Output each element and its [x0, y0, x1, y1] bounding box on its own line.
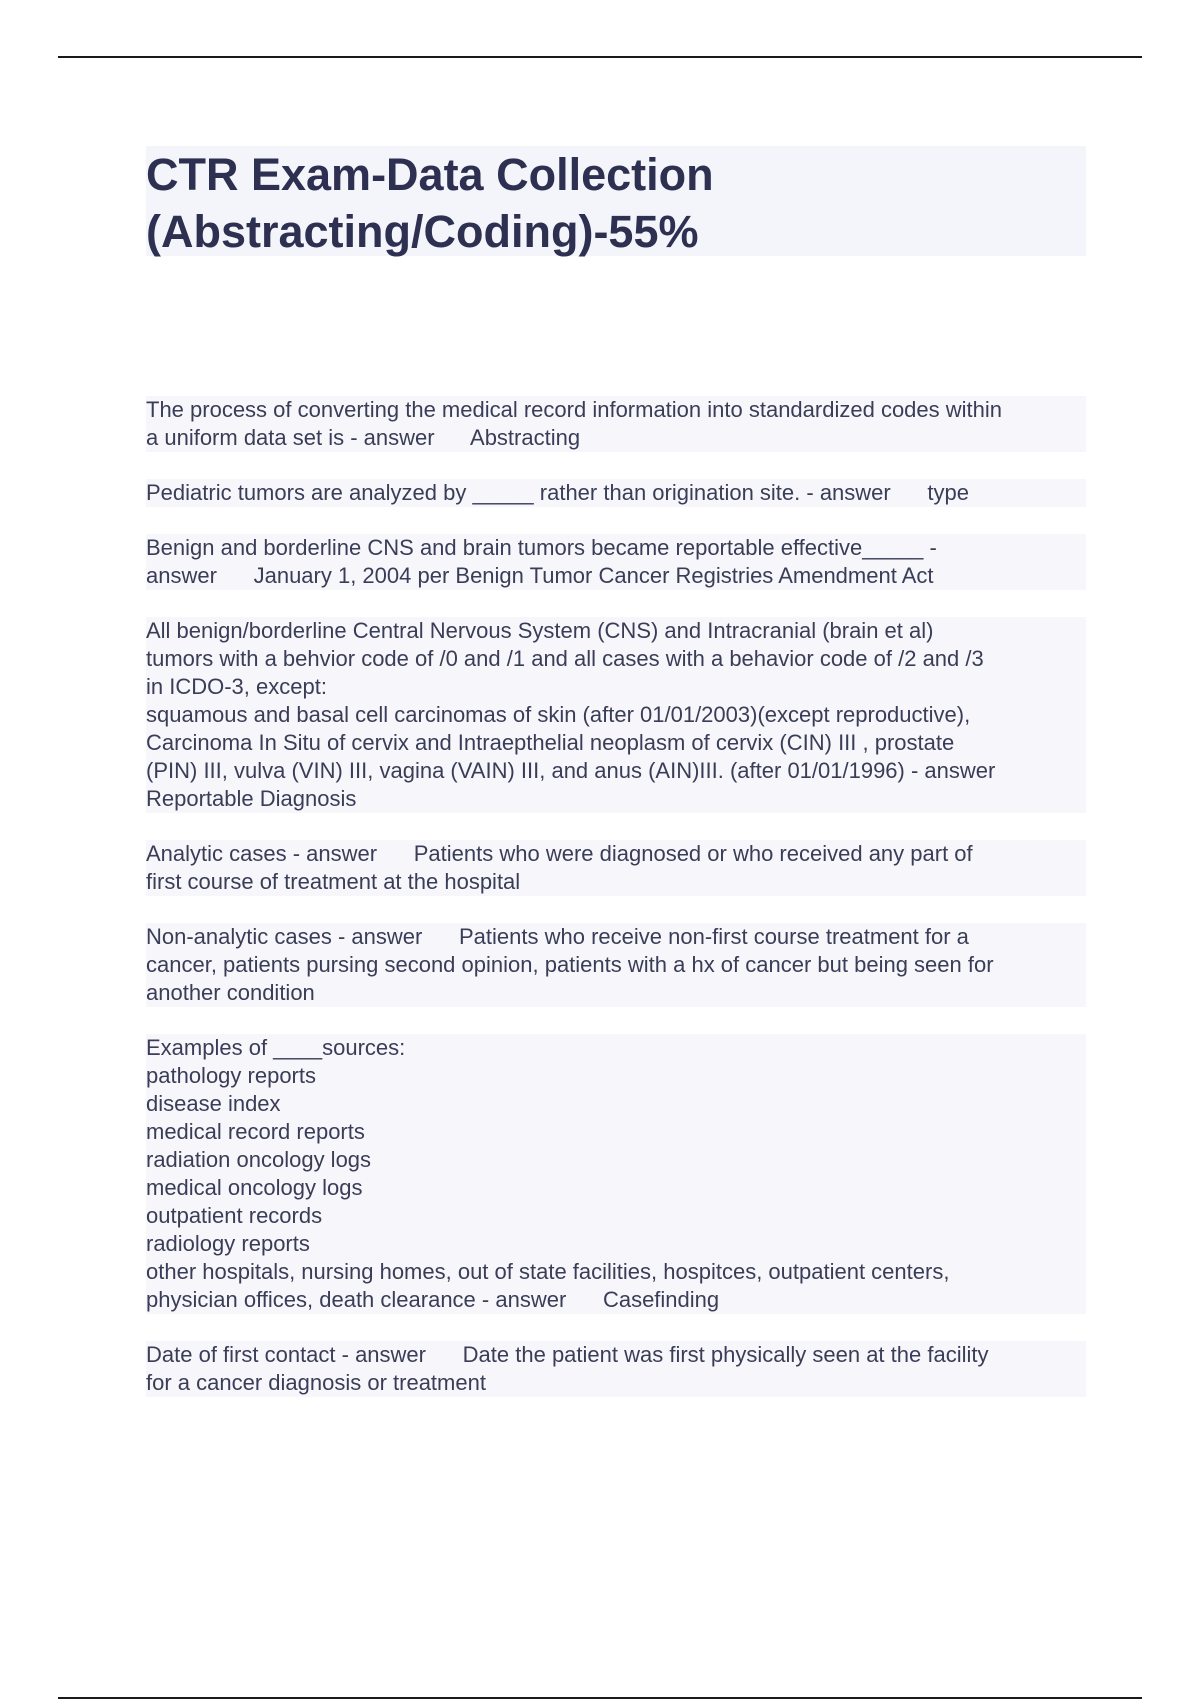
top-divider — [58, 56, 1142, 58]
flashcard-item: Examples of ____sources: pathology reports disease index medical record reports radiation oncology logs medical oncology logs outpatient records radiology reports other hospitals, nursing homes, out of state facilities, hospitces, outpatient centers, physician offices, death clearance - answer Casefinding — [146, 1034, 1086, 1314]
title-block — [146, 146, 1086, 256]
document-title — [146, 146, 1086, 260]
title-line-2: (Abstracting/Coding)-55% — [146, 206, 699, 257]
flashcard-item: Analytic cases - answer Patients who were diagnosed or who received any part of first course of treatment at the hospital — [146, 840, 1086, 896]
title-line-1: CTR Exam-Data Collection — [146, 149, 714, 200]
flashcard-item: All benign/borderline Central Nervous System (CNS) and Intracranial (brain et al) tumors with a behvior code of /0 and /1 and all cases with a behavior code of /2 and /3 in ICDO-3, except: squamous and basal cell carcinomas of skin (after 01/01/2003)(except reproductive), Carcinoma In Situ of cervix and Intraepthelial neoplasm of cervix (CIN) III , prostate (PIN) III, vulva (VIN) III, vagina (VAIN) III, and anus (AIN)III. (after 01/01/1996) - answer Reportable Diagnosis — [146, 617, 1086, 813]
bottom-divider — [58, 1697, 1142, 1699]
flashcard-list — [146, 396, 1086, 1424]
flashcard-item: Benign and borderline CNS and brain tumors became reportable effective_____ - answer January 1, 2004 per Benign Tumor Cancer Registries Amendment Act — [146, 534, 1086, 590]
flashcard-item: Date of first contact - answer Date the patient was first physically seen at the facility for a cancer diagnosis or treatment — [146, 1341, 1086, 1397]
flashcard-item: The process of converting the medical record information into standardized codes within a uniform data set is - answer Abstracting — [146, 396, 1086, 452]
flashcard-item: Non-analytic cases - answer Patients who receive non-first course treatment for a cancer, patients pursing second opinion, patients with a hx of cancer but being seen for another condition — [146, 923, 1086, 1007]
flashcard-item: Pediatric tumors are analyzed by _____ rather than origination site. - answer type — [146, 479, 1086, 507]
